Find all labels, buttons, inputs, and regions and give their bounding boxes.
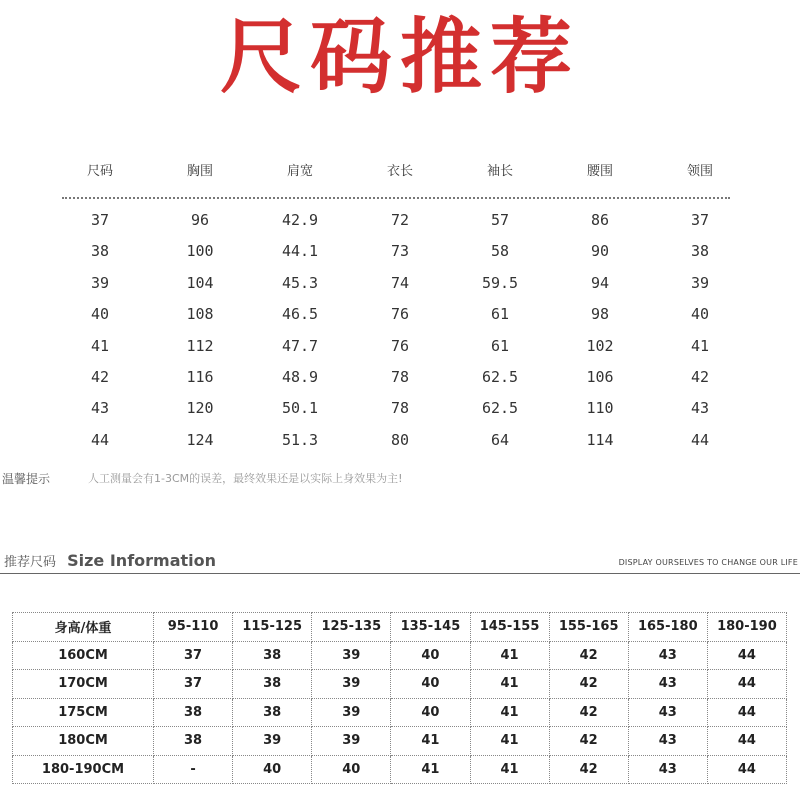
table-cell: 102 bbox=[586, 336, 614, 355]
table-cell: 76 bbox=[390, 305, 410, 324]
table-row bbox=[13, 641, 787, 670]
table-cell: 37 bbox=[154, 641, 233, 670]
table-cell: 39 bbox=[690, 273, 710, 292]
table-cell: 64 bbox=[490, 430, 510, 449]
table-cell: 108 bbox=[186, 305, 214, 324]
table-cell: 42 bbox=[549, 641, 628, 670]
table-cell: 40 bbox=[312, 755, 391, 784]
table-cell: 62.5 bbox=[481, 399, 519, 418]
table-cell: 39 bbox=[90, 273, 110, 292]
table-cell: 38 bbox=[154, 727, 233, 756]
table-cell: 62.5 bbox=[481, 367, 519, 386]
table-cell: 42 bbox=[549, 670, 628, 699]
table-cell: 38 bbox=[90, 242, 110, 261]
table-cell: 41 bbox=[690, 336, 710, 355]
table-cell: 42 bbox=[90, 367, 110, 386]
table-row bbox=[13, 698, 787, 727]
table-cell: 40 bbox=[90, 305, 110, 324]
table-row bbox=[50, 205, 750, 236]
table-cell: 80 bbox=[390, 430, 410, 449]
table-row bbox=[50, 236, 750, 267]
table-row bbox=[50, 331, 750, 362]
table-cell: 41 bbox=[90, 336, 110, 355]
table-cell: 41 bbox=[391, 727, 470, 756]
table-row bbox=[13, 755, 787, 784]
table-cell: 39 bbox=[233, 727, 312, 756]
table-cell: 46.5 bbox=[281, 305, 319, 324]
table-cell: 175CM bbox=[13, 698, 154, 727]
header-divider bbox=[62, 197, 730, 199]
table-cell: 95-110 bbox=[154, 613, 233, 642]
table-cell: 110 bbox=[586, 399, 614, 418]
table-cell: 160CM bbox=[13, 641, 154, 670]
table-cell: 40 bbox=[690, 305, 710, 324]
table-cell: 104 bbox=[186, 273, 214, 292]
section-title-en: Size Information bbox=[67, 551, 217, 570]
table-cell: 44 bbox=[690, 430, 710, 449]
table-cell: 37 bbox=[690, 211, 710, 229]
table-cell: 61 bbox=[490, 336, 510, 355]
size-table-body bbox=[50, 205, 750, 456]
table-cell: 47.7 bbox=[281, 336, 319, 355]
table-cell: 39 bbox=[312, 670, 391, 699]
table-cell: 180-190CM bbox=[13, 755, 154, 784]
header-length: 衣长 bbox=[386, 164, 413, 179]
table-cell: 78 bbox=[390, 399, 410, 418]
page-title: 尺码推荐 bbox=[219, 10, 580, 105]
table-cell: 43 bbox=[628, 755, 707, 784]
table-cell: 155-165 bbox=[549, 613, 628, 642]
table-cell: 124 bbox=[186, 430, 214, 449]
table-cell: 135-145 bbox=[391, 613, 470, 642]
table-cell: 74 bbox=[390, 273, 410, 292]
table-cell: 72 bbox=[390, 211, 410, 229]
table-cell: 116 bbox=[186, 367, 214, 386]
table-cell: 44 bbox=[707, 698, 786, 727]
table-cell: 41 bbox=[470, 670, 549, 699]
table-cell: 40 bbox=[391, 670, 470, 699]
header-size: 尺码 bbox=[86, 164, 113, 179]
table-cell: 100 bbox=[186, 242, 214, 261]
table-cell: 43 bbox=[690, 399, 710, 418]
table-cell: 41 bbox=[470, 727, 549, 756]
table-header-row bbox=[13, 613, 787, 642]
table-cell: 120 bbox=[186, 399, 214, 418]
table-cell: 41 bbox=[470, 755, 549, 784]
table-cell: 40 bbox=[391, 641, 470, 670]
recommend-table bbox=[12, 612, 787, 784]
table-cell: 38 bbox=[233, 698, 312, 727]
table-cell: 39 bbox=[312, 698, 391, 727]
table-cell: 40 bbox=[233, 755, 312, 784]
table-cell: 38 bbox=[690, 242, 710, 261]
table-cell: 45.3 bbox=[281, 273, 319, 292]
section-slogan: DISPLAY OURSELVES TO CHANGE OUR LIFE bbox=[618, 558, 798, 567]
table-cell: - bbox=[154, 755, 233, 784]
section-title bbox=[4, 550, 216, 572]
table-cell: 170CM bbox=[13, 670, 154, 699]
table-cell: 41 bbox=[391, 755, 470, 784]
table-row bbox=[13, 727, 787, 756]
table-cell: 86 bbox=[590, 211, 610, 229]
header-collar: 领围 bbox=[686, 164, 713, 179]
table-row bbox=[50, 425, 750, 456]
table-cell: 115-125 bbox=[233, 613, 312, 642]
table-row bbox=[50, 362, 750, 393]
table-cell: 51.3 bbox=[281, 430, 319, 449]
section-title-cn: 推荐尺码 bbox=[4, 555, 57, 570]
tip-label: 温馨提示 bbox=[2, 472, 51, 486]
table-cell: 44 bbox=[707, 670, 786, 699]
table-cell: 38 bbox=[154, 698, 233, 727]
table-cell: 90 bbox=[590, 242, 610, 261]
table-cell: 38 bbox=[233, 670, 312, 699]
table-cell: 50.1 bbox=[281, 399, 319, 418]
table-cell: 44 bbox=[707, 641, 786, 670]
table-cell: 37 bbox=[90, 211, 110, 229]
table-cell: 37 bbox=[154, 670, 233, 699]
table-cell: 43 bbox=[628, 641, 707, 670]
table-cell: 41 bbox=[470, 641, 549, 670]
header-chest: 胸围 bbox=[186, 164, 213, 179]
table-cell: 59.5 bbox=[481, 273, 519, 292]
table-cell: 112 bbox=[186, 336, 214, 355]
table-cell: 61 bbox=[490, 305, 510, 324]
tip-text: 人工测量会有1-3CM的误差，最终效果还是以实际上身效果为主! bbox=[88, 472, 403, 485]
table-cell: 43 bbox=[628, 698, 707, 727]
size-table-header bbox=[50, 160, 750, 184]
table-cell: 98 bbox=[590, 305, 610, 324]
table-cell: 44 bbox=[707, 727, 786, 756]
table-cell: 43 bbox=[628, 670, 707, 699]
header-waist: 腰围 bbox=[586, 164, 613, 179]
table-cell: 165-180 bbox=[628, 613, 707, 642]
table-cell: 78 bbox=[390, 367, 410, 386]
table-cell: 42.9 bbox=[281, 211, 319, 229]
table-cell: 73 bbox=[390, 242, 410, 261]
table-cell: 145-155 bbox=[470, 613, 549, 642]
table-cell: 48.9 bbox=[281, 367, 319, 386]
table-cell: 76 bbox=[390, 336, 410, 355]
table-cell: 38 bbox=[233, 641, 312, 670]
table-cell: 42 bbox=[549, 755, 628, 784]
table-cell: 43 bbox=[628, 727, 707, 756]
table-cell: 125-135 bbox=[312, 613, 391, 642]
table-cell: 44 bbox=[90, 430, 110, 449]
table-row bbox=[50, 268, 750, 299]
table-row bbox=[13, 670, 787, 699]
table-cell: 42 bbox=[690, 367, 710, 386]
table-cell: 42 bbox=[549, 698, 628, 727]
table-cell: 94 bbox=[590, 273, 610, 292]
table-cell: 身高/体重 bbox=[13, 613, 154, 642]
table-cell: 40 bbox=[391, 698, 470, 727]
section-divider bbox=[0, 573, 800, 574]
table-cell: 39 bbox=[312, 641, 391, 670]
table-cell: 43 bbox=[90, 399, 110, 418]
table-cell: 44.1 bbox=[281, 242, 319, 261]
table-row bbox=[50, 299, 750, 330]
table-cell: 96 bbox=[190, 211, 210, 229]
table-cell: 44 bbox=[707, 755, 786, 784]
table-cell: 180-190 bbox=[707, 613, 786, 642]
table-cell: 58 bbox=[490, 242, 510, 261]
table-cell: 39 bbox=[312, 727, 391, 756]
table-cell: 180CM bbox=[13, 727, 154, 756]
header-sleeve: 袖长 bbox=[486, 164, 513, 179]
table-cell: 57 bbox=[490, 211, 510, 229]
table-cell: 42 bbox=[549, 727, 628, 756]
header-shoulder: 肩宽 bbox=[286, 164, 313, 179]
table-cell: 106 bbox=[586, 367, 614, 386]
table-cell: 114 bbox=[586, 430, 614, 449]
table-cell: 41 bbox=[470, 698, 549, 727]
table-row bbox=[50, 393, 750, 424]
